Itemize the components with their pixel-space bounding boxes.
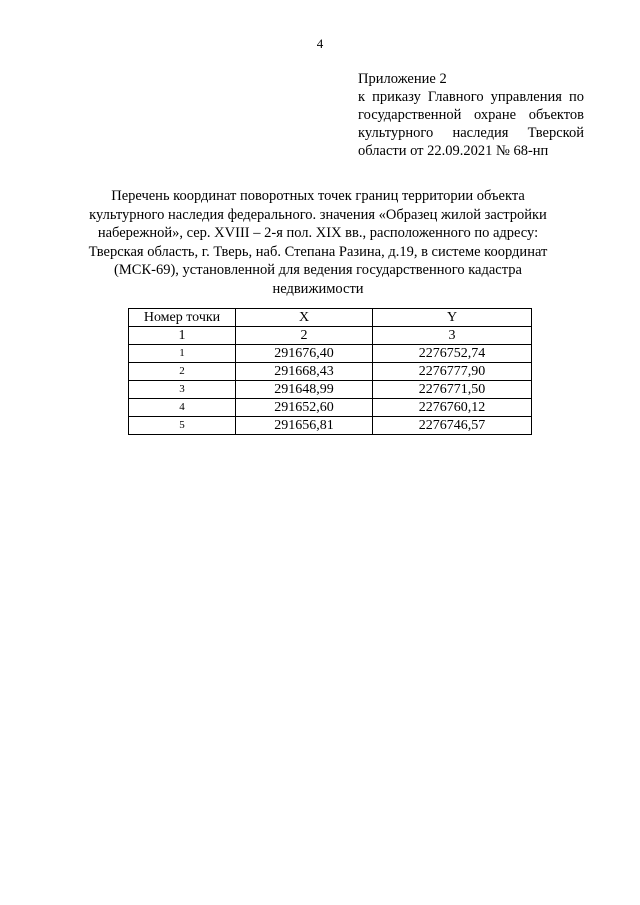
x-cell: 291668,43 [236, 363, 373, 381]
x-cell: 291656,81 [236, 417, 373, 435]
y-cell: 2276771,50 [373, 381, 532, 399]
x-cell: 291648,99 [236, 381, 373, 399]
table-row [129, 399, 532, 417]
title-line: Тверская область, г. Тверь, наб. Степана Разина, д.19, в системе координат [88, 243, 548, 260]
point-number-cell: 1 [129, 345, 236, 363]
table-row [129, 417, 532, 435]
y-cell: 2276777,90 [373, 363, 532, 381]
y-cell: 2276746,57 [373, 417, 532, 435]
table-row [129, 381, 532, 399]
column-number: 3 [373, 327, 532, 345]
point-number-cell: 2 [129, 363, 236, 381]
column-number: 1 [129, 327, 236, 345]
y-cell: 2276760,12 [373, 399, 532, 417]
y-cell: 2276752,74 [373, 345, 532, 363]
appendix-title: Приложение 2 [358, 71, 447, 87]
table-row [129, 345, 532, 363]
title-line: Перечень координат поворотных точек границ территории объекта [111, 188, 525, 204]
header-x: X [236, 309, 373, 327]
title-line: (МСК-69), установленной для ведения государственного кадастра [114, 262, 522, 278]
appendix-line: к приказу Главного управления по [358, 89, 584, 105]
header-point-number: Номер точки [129, 309, 236, 327]
appendix-line: области от 22.09.2021 № 68-нп [358, 143, 549, 159]
appendix-header [358, 70, 584, 160]
document-title [88, 187, 548, 298]
x-cell: 291676,40 [236, 345, 373, 363]
appendix-line: государственной охране объектов [358, 107, 584, 123]
page-number: 4 [316, 36, 324, 51]
appendix-line: культурного наследия Тверской [358, 125, 584, 141]
title-line: культурного наследия федерального. значения «Образец жилой застройки [89, 206, 547, 223]
x-cell: 291652,60 [236, 399, 373, 417]
table-row [129, 363, 532, 381]
point-number-cell: 3 [129, 381, 236, 399]
header-y: Y [373, 309, 532, 327]
column-number: 2 [236, 327, 373, 345]
point-number-cell: 5 [129, 417, 236, 435]
point-number-cell: 4 [129, 399, 236, 417]
title-line: недвижимости [272, 280, 364, 297]
table-header-row [129, 309, 532, 327]
column-number-row [129, 327, 532, 345]
title-line: набережной», сер. XVIII – 2-я пол. XIX вв., расположенного по адресу: [97, 225, 539, 241]
coordinates-table [128, 308, 532, 435]
